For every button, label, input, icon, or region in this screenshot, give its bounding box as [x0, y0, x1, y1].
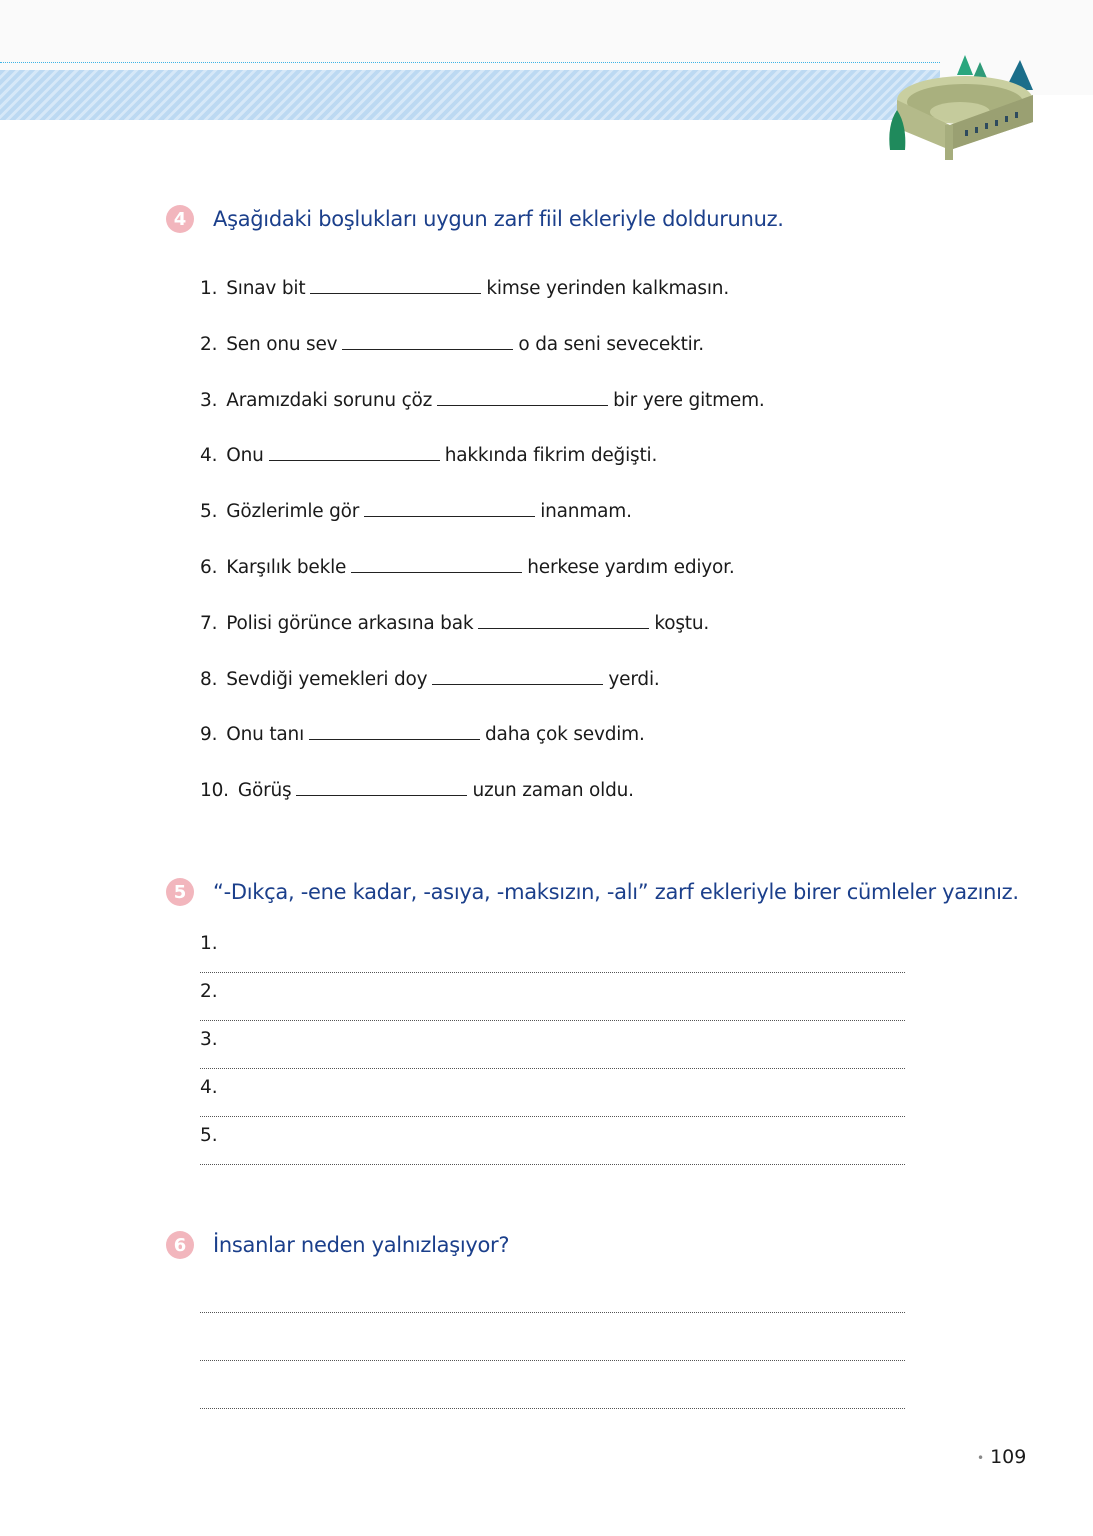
header-dotted-line: [0, 62, 940, 63]
item-after: koştu.: [654, 612, 710, 634]
answer-line[interactable]: [200, 972, 905, 973]
item-after: herkese yardım ediyor.: [527, 557, 735, 578]
item-before: Sevdiği yemekleri doy: [226, 668, 428, 690]
item-before: Gözlerimle gör: [226, 501, 360, 523]
answer-line[interactable]: [200, 1408, 905, 1409]
fill-blank[interactable]: [364, 515, 535, 517]
exercise-item: [200, 613, 709, 634]
answer-line[interactable]: [200, 1360, 905, 1361]
item-number: 5.: [200, 501, 218, 523]
item-before: Sınav bit: [226, 278, 306, 299]
item-after: hakkında fikrim değişti.: [444, 445, 658, 467]
fill-blank[interactable]: [351, 571, 522, 573]
item-after: daha çok sevdim.: [485, 724, 645, 746]
item-number: 1.: [200, 278, 218, 299]
item-after: o da seni sevecektir.: [518, 333, 704, 355]
section-6-badge: 6: [166, 1231, 194, 1259]
answer-number: 4.: [200, 1077, 218, 1098]
exercise-item: [200, 278, 729, 299]
answer-line[interactable]: [200, 1116, 905, 1117]
exercise-item: [200, 724, 645, 745]
item-number: 6.: [200, 557, 218, 578]
section-6-heading: [166, 1231, 509, 1259]
fill-blank[interactable]: [342, 348, 513, 350]
answer-number: 3.: [200, 1029, 218, 1050]
item-before: Karşılık bekle: [226, 557, 347, 578]
fill-blank[interactable]: [432, 683, 603, 685]
item-after: inanmam.: [540, 501, 632, 523]
section-6-title: İnsanlar neden yalnızlaşıyor?: [213, 1233, 510, 1257]
section-5-title: “-Dıkça, -ene kadar, -asıya, -maksızın, -alı” zarf ekleriyle birer cümleler yazınız.: [213, 880, 1019, 904]
answer-number: 1.: [200, 933, 218, 954]
item-number: 8.: [200, 668, 218, 690]
item-before: Sen onu sev: [226, 333, 338, 355]
section-4-heading: [166, 205, 784, 233]
item-number: 10.: [200, 780, 229, 802]
fill-blank[interactable]: [309, 738, 480, 740]
page-number: [977, 1446, 1026, 1468]
exercise-item: [200, 334, 704, 355]
item-number: 4.: [200, 445, 218, 467]
fill-blank[interactable]: [478, 627, 649, 629]
section-5-badge: 5: [166, 878, 194, 906]
section-4-title: Aşağıdaki boşlukları uygun zarf fiil ekleriyle doldurunuz.: [213, 207, 784, 231]
answer-line[interactable]: [200, 1068, 905, 1069]
item-before: Onu tanı: [226, 724, 305, 746]
item-after: bir yere gitmem.: [613, 389, 765, 411]
answer-number: 2.: [200, 981, 218, 1002]
item-after: kimse yerinden kalkmasın.: [486, 278, 730, 299]
item-before: Onu: [226, 445, 264, 467]
exercise-item: [200, 445, 657, 466]
fill-blank[interactable]: [269, 459, 440, 461]
exercise-item: [200, 501, 632, 522]
amphitheater-illustration: [885, 50, 1040, 165]
fill-blank[interactable]: [296, 794, 467, 796]
answer-number: 5.: [200, 1125, 218, 1146]
answer-line[interactable]: [200, 1164, 905, 1165]
header-stripe-banner: [0, 70, 940, 120]
item-number: 9.: [200, 724, 218, 746]
item-before: Aramızdaki sorunu çöz: [226, 389, 433, 411]
answer-line[interactable]: [200, 1312, 905, 1313]
exercise-item: [200, 557, 735, 578]
item-before: Görüş: [237, 780, 292, 802]
fill-blank[interactable]: [437, 404, 608, 406]
answer-line[interactable]: [200, 1020, 905, 1021]
item-number: 2.: [200, 333, 218, 355]
item-number: 3.: [200, 389, 218, 411]
item-number: 7.: [200, 612, 218, 634]
section-5-heading: [166, 878, 1019, 906]
bullet-dot: •: [977, 1450, 985, 1465]
fill-blank[interactable]: [310, 292, 481, 294]
exercise-item: [200, 780, 634, 801]
item-after: uzun zaman oldu.: [472, 780, 634, 802]
exercise-item: [200, 669, 660, 690]
item-before: Polisi görünce arkasına bak: [226, 612, 474, 634]
item-after: yerdi.: [608, 668, 660, 690]
section-4-badge: 4: [166, 205, 194, 233]
page-number-text: 109: [990, 1446, 1027, 1468]
exercise-item: [200, 390, 765, 411]
